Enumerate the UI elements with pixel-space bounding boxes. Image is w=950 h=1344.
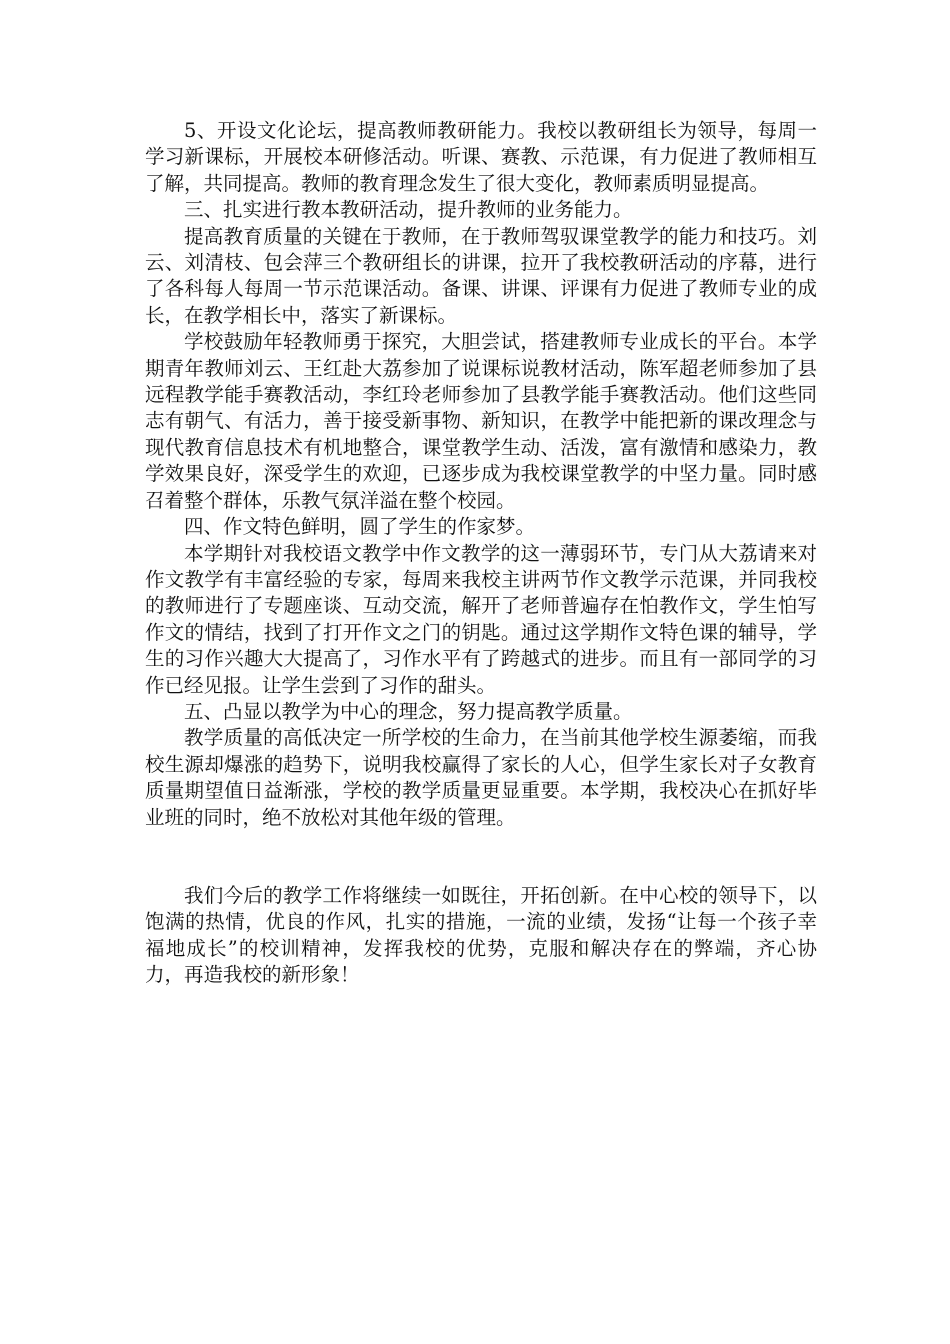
section-heading-teaching-center: 五、凸显以教学为中心的理念，努力提高教学质量。 (184, 699, 633, 723)
paragraph-young-teachers: 学校鼓励年轻教师勇于探究，大胆尝试，搭建教师专业成长的平台。本学期青年教师刘云、王红赴大荔参加了说课标说教材活动，陈军超老师参加了县远程教学能手赛教活动，李红玲老师参加了县教学能手赛教活动。他们这些同志有朝气、有活力，善于接受新事物、新知识，在教学中能把新的课改理念与现代教育信息技术有机地整合，课堂教学生动、活泼，富有激情和感染力，教学效果良好，深受学生的欢迎，已逐步成为我校课堂教学的中坚力量。同时感召着整个群体，乐教气氛洋溢在整个校园。 (145, 330, 817, 512)
paragraph-spacer (145, 831, 817, 883)
section-heading-composition: 四、作文特色鲜明，圆了学生的作家梦。 (184, 515, 536, 539)
document-page (145, 118, 817, 989)
paragraph-closing: 我们今后的教学工作将继续一如既往，开拓创新。在中心校的领导下，以饱满的热情，优良的作风，扎实的措施，一流的业绩，发扬“让每一个孩子幸福地成长”的校训精神，发挥我校的优势，克服和解决存在的弊端，齐心协力，再造我校的新形象！ (145, 883, 817, 987)
section-heading-teaching-research: 三、扎实进行教本教研活动，提升教师的业务能力。 (184, 198, 633, 222)
paragraph-culture-forum: 5、开设文化论坛，提高教师教研能力。我校以教研组长为领导，每周一学习新课标，开展校本研修活动。听课、赛教、示范课，有力促进了教师相互了解，共同提高。教师的教育理念发生了很大变化，教师素质明显提高。 (145, 119, 817, 195)
paragraph-teaching-quality-key: 提高教育质量的关键在于教师，在于教师驾驭课堂教学的能力和技巧。刘云、刘清枝、包会萍三个教研组长的讲课，拉开了我校教研活动的序幕，进行了各科每人每周一节示范课活动。备课、讲课、评课有力促进了教师专业的成长，在教学相长中，落实了新课标。 (145, 224, 817, 327)
paragraph-composition-teaching: 本学期针对我校语文教学中作文教学的这一薄弱环节，专门从大荔请来对作文教学有丰富经验的专家，每周来我校主讲两节作文教学示范课，并同我校的教师进行了专题座谈、互动交流，解开了老师普遍存在怕教作文，学生怕写作文的情结，找到了打开作文之门的钥匙。通过这学期作文特色课的辅导，学生的习作兴趣大大提高了，习作水平有了跨越式的进步。而且有一部同学的习作已经见报。让学生尝到了习作的甜头。 (145, 541, 817, 697)
paragraph-teaching-quality: 教学质量的高低决定一所学校的生命力，在当前其他学校生源萎缩，而我校生源却爆涨的趋势下，说明我校赢得了家长的人心，但学生家长对子女教育质量期望值日益渐涨，学校的教学质量更显重要。本学期，我校决心在抓好毕业班的同时，绝不放松对其他年级的管理。 (145, 726, 817, 829)
